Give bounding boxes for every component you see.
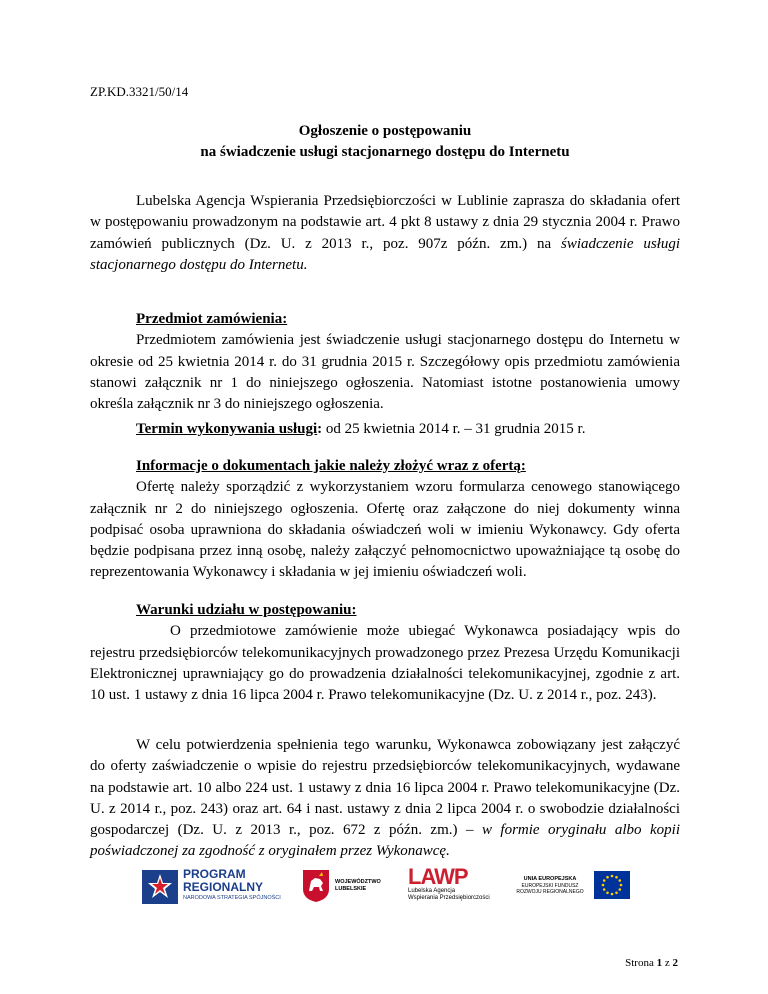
footer-prefix: Strona (625, 957, 657, 969)
ue-line-1: UNIA EUROPEJSKA (523, 876, 577, 882)
potwierdzenie-italic: w formie oryginału albo kopii poświadczonej za zgodność z oryginałem przez Wykonawcę. (90, 822, 680, 860)
woj-line-1: WOJEWÓDZTWO (335, 879, 381, 885)
lawp-sub-1: Lubelska Agencja (408, 888, 456, 894)
section-termin (90, 419, 680, 440)
reference-number: ZP.KD.3321/50/14 (90, 84, 189, 99)
section-text: Przedmiotem zamówienia jest świadczenie usługi stacjonarnego dostępu do Internetu w okresie od 25 kwietnia 2014 r. do 31 grudnia 2015 r. Szczegółowy opis przedmiotu zamówienia stanowi załącznik nr 1 do niniejszego ogłoszenia. Natomiast istotne postanowienia umowy określa załącznik nr 3 do niniejszego ogłoszenia. (90, 332, 680, 413)
wojewodztwo-lubelskie-logo (302, 866, 392, 906)
section-heading: Informacje o dokumentach jakie należy złożyć wraz z ofertą: (136, 458, 526, 474)
lawp-logo (408, 866, 498, 906)
program-regionalny-logo (140, 866, 290, 906)
intro-paragraph (90, 191, 680, 276)
document-title (90, 121, 680, 163)
woj-line-2: LUBELSKIE (335, 886, 367, 892)
lawp-subtitle (408, 888, 498, 902)
program-line-1: PROGRAM (183, 867, 246, 881)
ue-line-3: ROZWOJU REGIONALNEGO (516, 889, 584, 895)
termin-colon: : (317, 421, 323, 437)
termin-text: od 25 kwietnia 2014 r. – 31 grudnia 2015 r. (322, 421, 586, 437)
page-footer (625, 957, 678, 969)
footer-sep: z (662, 957, 673, 969)
ue-line-2: EUROPEJSKI FUNDUSZ (521, 882, 579, 889)
potwierdzenie-text: W celu potwierdzenia spełnienia tego warunku, Wykonawca zobowiązany jest załączyć do oferty zaświadczenie o wpisie do rejestru przedsiębiorców telekomunikacyjnych, wydawane na podstawie art. 10 albo 224 ust. 1 ustawy z dnia 16 lipca 2004 r. Prawo telekomunikacyjne (Dz. U. z 2014 r., poz. 243) oraz art. 64 i nast. ustawy z dnia 2 lipca 2004 r. o swobodzie działalności gospodarczej (Dz. U. z 2013 r., poz. 672 z późn. zm.) – (90, 737, 680, 839)
intro-italic: świadczenie usługi stacjonarnego dostępu do Internetu. (90, 235, 680, 273)
program-text (183, 868, 281, 903)
section-przedmiot (90, 309, 680, 415)
title-line-1: Ogłoszenie o postępowaniu (298, 123, 472, 139)
ue-text (510, 876, 590, 896)
logo-strip (140, 866, 630, 906)
eu-flag-icon (594, 871, 630, 899)
program-line-2: REGIONALNY (183, 880, 264, 894)
footer-current-page: 1 (656, 957, 663, 969)
lawp-wordmark: LAWP (408, 864, 468, 889)
lawp-sub-2: Wspierania Przedsiębiorczości (408, 895, 490, 901)
section-text: O przedmiotowe zamówienie może ubiegać Wykonawca posiadający wpis do rejestru przedsiębiorców telekomunikacyjnych prowadzonego przez Prezesa Urzędu Komunikacji Elektronicznej uprawniający go do prowadzenia działalności telekomunikacyjnej, zgodnie z art. 10 ust. 1 ustawy z dnia 16 lipca 2004 r. Prawo telekomunikacyjne (Dz. U. z 2014 r., poz. 243). (90, 623, 680, 704)
section-warunki (90, 600, 680, 706)
section-heading: Warunki udziału w postępowaniu: (136, 602, 357, 618)
intro-text: Lubelska Agencja Wspierania Przedsiębiorczości w Lublinie zaprasza do składania ofert w postępowaniu prowadzonym na podstawie art. 4 pkt 8 ustawy z dnia 29 stycznia 2004 r. Prawo zamówień publicznych (Dz. U. z 2013 r., poz. 907z późn. zm.) na (90, 193, 680, 252)
termin-label: Termin wykonywania usługi (136, 421, 318, 437)
coat-of-arms-icon (302, 869, 330, 903)
section-heading: Przedmiot zamówienia: (136, 311, 288, 327)
title-line-2: na świadczenie usługi stacjonarnego dostępu do Internetu (200, 144, 570, 160)
footer-total-pages: 2 (672, 957, 678, 969)
section-dokumenty (90, 456, 680, 584)
program-line-3: NARODOWA STRATEGIA SPÓJNOŚCI (183, 895, 281, 901)
wojewodztwo-text (335, 879, 381, 893)
section-text: Ofertę należy sporządzić z wykorzystaniem wzoru formularza cenowego stanowiącego załącznik nr 2 do niniejszego ogłoszenia. Ofertę oraz załączone do niej dokumenty winna podpisać osoba uprawniona do składania oświadczeń woli w imieniu Wykonawcy. Gdy oferta będzie podpisana przez inną osobę, należy załączyć pełnomocnictwo upoważniające tą osobę do reprezentowania Wykonawcy i składania w jej imieniu oświadczeń woli. (90, 479, 680, 581)
program-star-icon (140, 866, 180, 906)
ue-text-logo (510, 866, 590, 906)
section-potwierdzenie (90, 735, 680, 863)
